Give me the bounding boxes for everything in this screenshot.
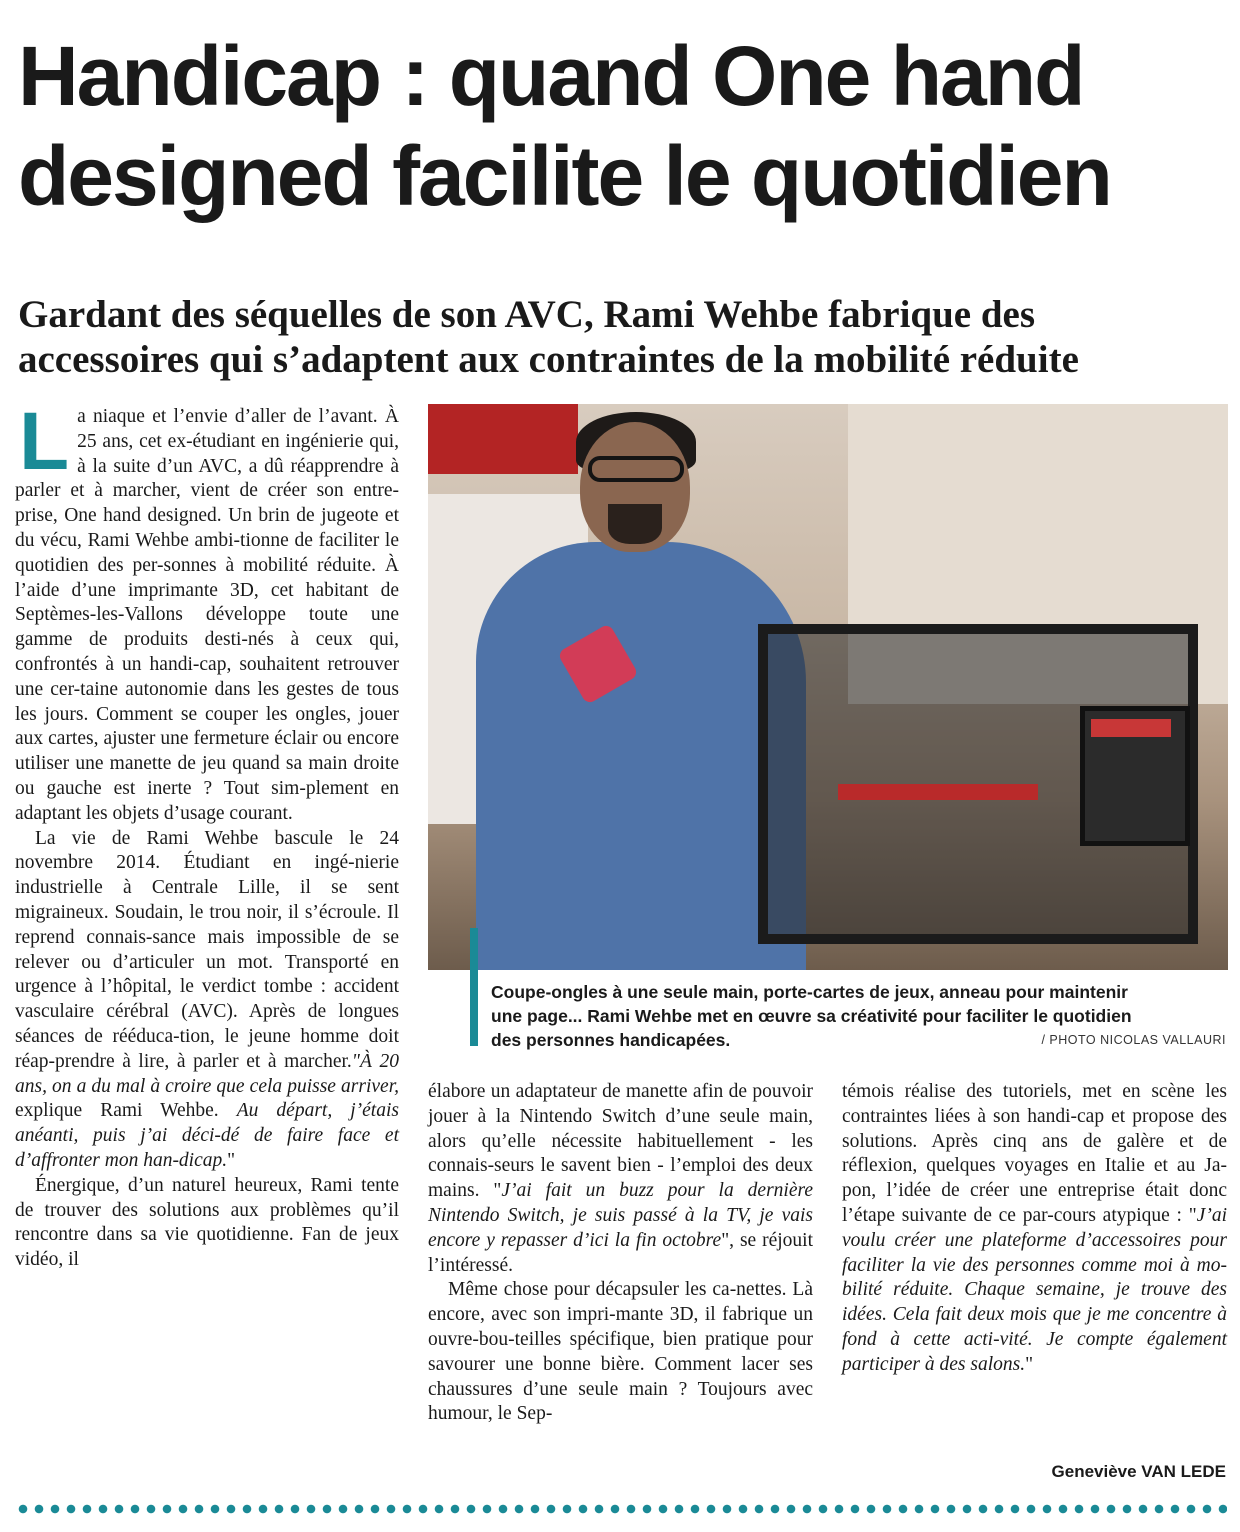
headline-line-1: Handicap : quand One hand xyxy=(18,29,1084,123)
paragraph-3-text: Énergique, d’un naturel heureux, Rami tente de trouver des solutions aux problèmes qu’il rencontre dans sa vie quotidienne. Fan de jeux vidéo, il xyxy=(15,1174,399,1271)
author-byline: Geneviève VAN LEDE xyxy=(1051,1462,1226,1481)
quote-1: "À 20 ans, on a du mal à croire que cela puisse arriver, xyxy=(15,1050,399,1097)
caption-line-1: Coupe-ongles à une seule main, porte-cartes de jeux, anneau pour maintenir xyxy=(491,982,1128,1002)
photo-printer-screen xyxy=(1080,706,1190,846)
column-2-text-2: ", se réjouit l’intéressé. xyxy=(428,1229,813,1276)
article-paragraph-3 xyxy=(15,1174,399,1273)
photo-credit: / PHOTO NICOLAS VALLAURI xyxy=(1041,1033,1226,1047)
column-2-quote: J’ai fait un buzz pour la dernière Nintendo Switch, je suis passé à la TV, je vais encore y repasser d’ici la fin octobre xyxy=(428,1180,814,1251)
photo-person-beard xyxy=(608,504,662,544)
column-2-paragraph-2 xyxy=(428,1278,813,1427)
photo-person-glasses xyxy=(588,456,684,482)
photo-printer-bed xyxy=(838,784,1038,800)
article-column-3 xyxy=(842,1080,1227,1378)
photo-person-shirt xyxy=(476,542,806,970)
article-column-2 xyxy=(428,1080,813,1427)
headline-line-2: designed facilite le quotidien xyxy=(18,129,1111,223)
photo-boxes xyxy=(428,404,578,474)
dotted-divider xyxy=(15,1502,1227,1516)
column-2-text-1: élabore un adaptateur de manette afin de pouvoir jouer à la Nintendo Switch d’une seule main, alors qu’elle nécessite habituellement - les connais-seurs le savent bien - l’emploi des deux mains. " xyxy=(428,1081,813,1202)
drop-cap: L xyxy=(19,396,70,487)
caption-line-2: une page... Rami Wehbe met en œuvre sa créativité pour faciliter le quotidien xyxy=(491,1006,1132,1026)
subtitle-line-2: accessoires qui s’adaptent aux contraintes de la mobilité réduite xyxy=(18,338,1079,381)
article-photo[interactable] xyxy=(428,404,1228,970)
quote-attribution: explique Rami Wehbe. xyxy=(15,1100,237,1122)
article-paragraph-1 xyxy=(15,396,399,827)
subtitle-line-1: Gardant des séquelles de son AVC, Rami Wehbe fabrique des xyxy=(18,293,1036,336)
paragraph-2-text: La vie de Rami Wehbe bascule le 24 novembre 2014. Étudiant en ingé-nierie industrielle à Centrale Lille, il se sent migraineux. Soudain, le trou noir, il s’écroule. Il reprend connais-sance mais impossible de se relever ou d’articuler un mot. Transporté en urgence à l’hôpital, le verdict tombe : accident vasculaire cérébral (AVC). Après de longues séances de rééduca-tion, le jeune homme doit réap-prendre à lire, à parler et à marcher. xyxy=(15,827,399,1072)
headline xyxy=(18,26,1228,226)
column-2-paragraph-1 xyxy=(428,1080,813,1278)
article-column-1 xyxy=(15,396,399,1273)
caption-line-3: des personnes handicapées. xyxy=(491,1030,731,1050)
column-3-text-1: témois réalise des tutoriels, met en scène les contraintes liées à son handi-cap et propose des solutions. Après cinq ans de galère et de réflexion, quelques voyages en Italie et au Ja-pon, l’idée de créer une entreprise était donc l’étape suivante de ce par-cours atypique : " xyxy=(842,1081,1227,1226)
column-3-quote: J’ai voulu créer une plateforme d’accessoires pour faciliter la vie des personnes comme moi à mo-bilité réduite. Chaque semaine, je trouve des idées. Cela fait deux mois que je me concentre à fond à cette acti-vité. Je compte également participer à des salons. xyxy=(842,1204,1227,1375)
article-paragraph-2 xyxy=(15,827,399,1174)
caption-accent-bar xyxy=(470,928,478,1046)
column-3-text-2: " xyxy=(1025,1353,1034,1375)
paragraph-1-text: a niaque et l’envie d’aller de l’avant. À 25 ans, cet ex-étudiant en ingénierie qui, à la suite d’un AVC, a dû réapprendre à parler et à marcher, vient de créer son entre-prise, One hand designed. Un brin de jugeote et du vécu, Rami Wehbe ambi-tionne de faciliter le quotidien des per-sonnes à mobilité réduite. À l’aide d’une imprimante 3D, cet habitant de Septèmes-les-Vallons développe toute une gamme de produits desti-nés à ceux qui, confrontés à un handi-cap, souhaitent retrouver une cer-taine autonomie dans les gestes de tous les jours. Comment se couper les ongles, jouer aux cartes, ajuster une fermeture éclair ou encore utiliser une manette de jeu quand sa main droite ou gauche est inerte ? Tout sim-plement en adaptant les objets d’usage courant. xyxy=(15,406,399,824)
quote-2: Au départ, j’étais anéanti, puis j’ai déci-dé de faire face et d’affronter mon han-dicap. xyxy=(15,1100,399,1171)
subtitle xyxy=(18,292,1228,382)
quote-close: " xyxy=(227,1149,236,1171)
column-2-text-3: Même chose pour décapsuler les ca-nettes. Là encore, avec son impri-mante 3D, il fabrique un ouvre-bou-teilles spécifique, bien pratique pour savourer une bonne bière. Comment lacer ses chaussures d’une seule main ? Toujours avec humour, le Sep- xyxy=(428,1279,813,1425)
column-3-paragraph-1 xyxy=(842,1080,1227,1378)
